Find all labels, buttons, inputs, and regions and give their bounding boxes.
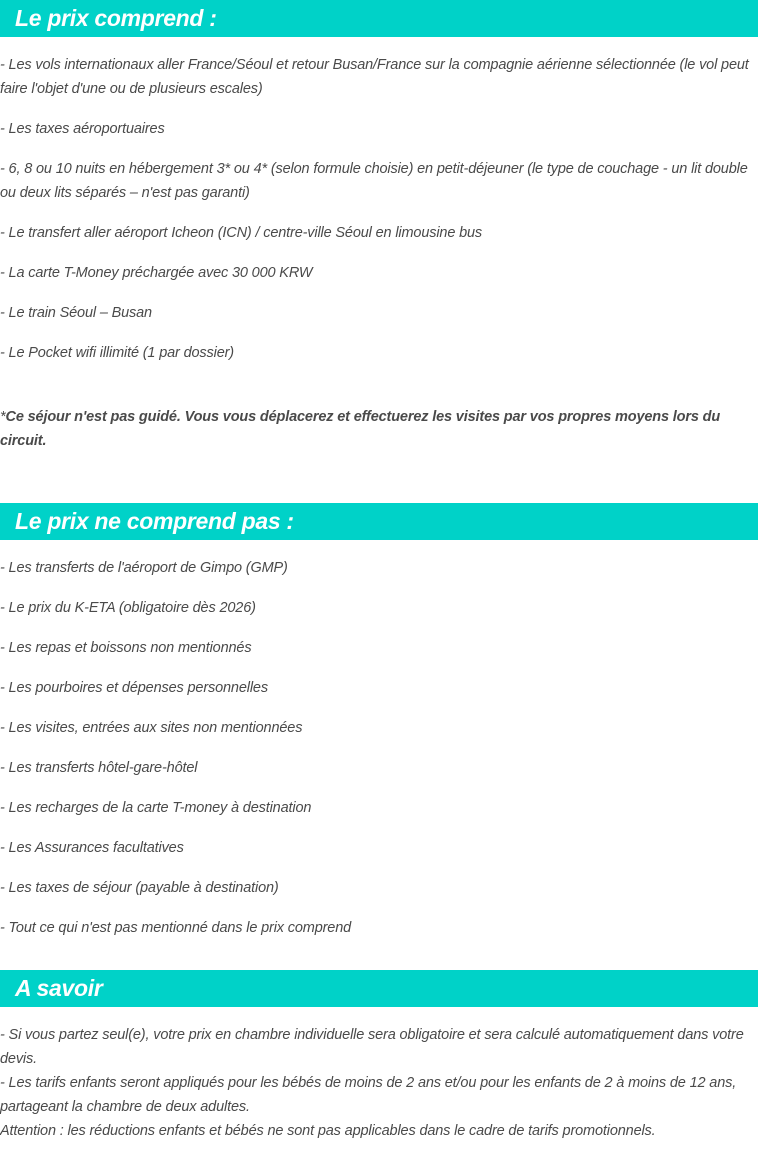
list-item: - Les pourboires et dépenses personnelles <box>0 680 268 696</box>
section-title-excluded: Le prix ne comprend pas : <box>0 503 758 540</box>
list-item: - Les Assurances facultatives <box>0 840 184 856</box>
info-line: - Si vous partez seul(e), votre prix en chambre individuelle sera obligatoire et sera calculé automatiquement dans votre devis. <box>0 1027 744 1067</box>
list-item: - Tout ce qui n'est pas mentionné dans le prix comprend <box>0 920 352 936</box>
list-item: - 6, 8 ou 10 nuits en hébergement 3* ou 4* (selon formule choisie) en petit-déjeuner (le type de couchage - un lit double ou deux lits séparés – n'est pas garanti) <box>0 161 748 201</box>
list-item: - Les taxes aéroportuaires <box>0 121 165 137</box>
list-item: - Le transfert aller aéroport Icheon (ICN) / centre-ville Séoul en limousine bus <box>0 225 483 241</box>
excluded-list <box>0 540 758 940</box>
section-excluded <box>0 503 758 940</box>
list-item: - Les transferts hôtel-gare-hôtel <box>0 760 198 776</box>
list-item: - Les repas et boissons non mentionnés <box>0 640 252 656</box>
section-info <box>0 970 758 1143</box>
section-title-info: A savoir <box>0 970 758 1007</box>
list-item: - Le prix du K-ETA (obligatoire dès 2026) <box>0 600 256 616</box>
guide-note <box>0 405 758 453</box>
info-line: - Les tarifs enfants seront appliqués pour les bébés de moins de 2 ans et/ou pour les enfants de 2 à moins de 12 ans, partageant la chambre de deux adultes. <box>0 1075 737 1115</box>
list-item: - Les taxes de séjour (payable à destination) <box>0 880 279 896</box>
section-title-included: Le prix comprend : <box>0 0 758 37</box>
note-text: Ce séjour n'est pas guidé. Vous vous déplacerez et effectuerez les visites par vos propres moyens lors du circuit. <box>0 409 721 449</box>
info-block <box>0 1007 758 1143</box>
list-item: - Les vols internationaux aller France/Séoul et retour Busan/France sur la compagnie aérienne sélectionnée (le vol peut faire l'objet d'une ou de plusieurs escales) <box>0 57 749 97</box>
list-item: - Les recharges de la carte T-money à destination <box>0 800 312 816</box>
info-line: Attention : les réductions enfants et bébés ne sont pas applicables dans le cadre de tarifs promotionnels. <box>0 1123 656 1139</box>
section-included <box>0 0 758 453</box>
note-asterisk: * <box>0 409 6 425</box>
list-item: - Les visites, entrées aux sites non mentionnées <box>0 720 303 736</box>
list-item: - Le Pocket wifi illimité (1 par dossier) <box>0 345 234 361</box>
list-item: - Le train Séoul – Busan <box>0 305 152 321</box>
list-item: - La carte T-Money préchargée avec 30 000 KRW <box>0 265 313 281</box>
list-item: - Les transferts de l'aéroport de Gimpo (GMP) <box>0 560 288 576</box>
included-list <box>0 37 758 365</box>
